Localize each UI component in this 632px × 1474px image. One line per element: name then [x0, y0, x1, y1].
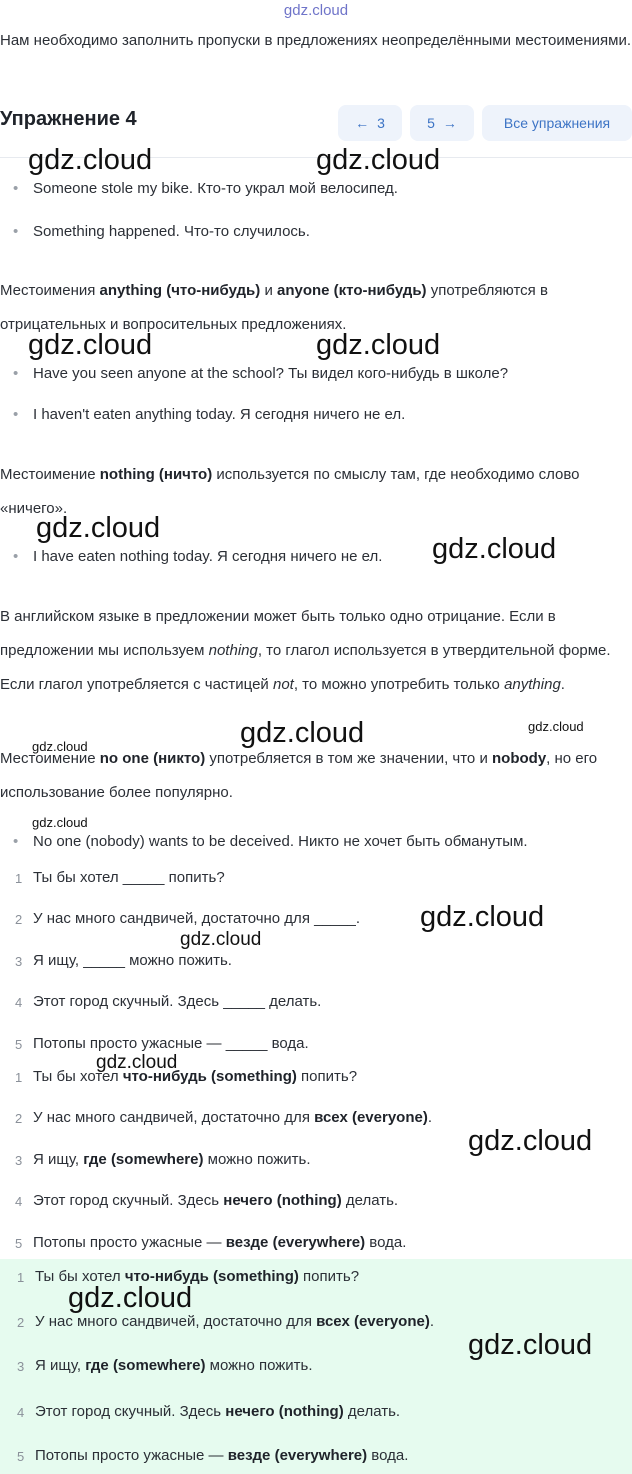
- answer-number: 3: [15, 1153, 23, 1168]
- task-item: Я ищу, _____ можно пожить.: [33, 952, 232, 969]
- arrow-right-icon: →: [442, 115, 457, 131]
- watermark: gdz.cloud: [68, 1282, 193, 1314]
- example-item: I have eaten nothing today. Я сегодня ничего не ел.: [33, 548, 383, 565]
- example-item: Something happened. Что-то случилось.: [33, 223, 310, 240]
- watermark: gdz.cloud: [96, 1052, 178, 1073]
- watermark: gdz.cloud: [316, 144, 441, 176]
- task-number: 2: [15, 912, 23, 927]
- watermark: gdz.cloud: [240, 717, 365, 749]
- watermark: gdz.cloud: [32, 739, 88, 754]
- watermark: gdz.cloud: [28, 144, 153, 176]
- example-item: Someone stole my bike. Кто-то украл мой велосипед.: [33, 180, 398, 197]
- prev-exercise-label: 3: [377, 115, 385, 131]
- rule-no-one: Местоимение no one (никто) употребляется в том же значении, что и nobody, но его использование более популярно.: [0, 750, 598, 801]
- all-exercises-label: Все упражнения: [503, 115, 611, 131]
- task-number: 3: [15, 954, 23, 969]
- answer-number: 3: [17, 1359, 25, 1374]
- answer-number: 1: [15, 1070, 23, 1085]
- bullet-icon: •: [13, 548, 19, 565]
- task-number: 1: [15, 871, 23, 886]
- watermark: gdz.cloud: [36, 512, 161, 544]
- answer-number: 5: [17, 1449, 25, 1464]
- watermark: gdz.cloud: [528, 719, 584, 734]
- watermark: gdz.cloud: [180, 929, 262, 950]
- answer-number: 4: [15, 1194, 23, 1209]
- watermark: gdz.cloud: [420, 901, 545, 933]
- answer-item-highlighted: Потопы просто ужасные — везде (everywhere) вода.: [35, 1447, 409, 1464]
- next-exercise-button[interactable]: [410, 105, 474, 141]
- bullet-icon: •: [13, 406, 19, 423]
- answer-item: Потопы просто ужасные — везде (everywhere) вода.: [33, 1234, 407, 1251]
- answer-item: У нас много сандвичей, достаточно для всех (everyone).: [33, 1109, 432, 1126]
- example-item: Have you seen anyone at the school? Ты видел кого-нибудь в школе?: [33, 365, 509, 382]
- rule-anything-anyone: Местоимения anything (что-нибудь) и anyone (кто-нибудь) употребляются в отрицательных и вопросительных предложениях.: [0, 282, 548, 333]
- rule-nothing: Местоимение nothing (ничто) используется по смыслу там, где необходимо слово «ничего».: [0, 466, 580, 517]
- answer-item: Этот город скучный. Здесь нечего (nothing) делать.: [33, 1192, 399, 1209]
- watermark: gdz.cloud: [432, 533, 557, 565]
- example-item: No one (nobody) wants to be deceived. Никто не хочет быть обманутым.: [33, 833, 528, 850]
- exercise-title: Упражнение 4: [0, 108, 137, 130]
- watermark: gdz.cloud: [468, 1329, 593, 1361]
- answer-item: Я ищу, где (somewhere) можно пожить.: [33, 1151, 311, 1168]
- task-number: 4: [15, 995, 23, 1010]
- answer-number: 2: [15, 1111, 23, 1126]
- task-item: Потопы просто ужасные — _____ вода.: [33, 1035, 309, 1052]
- answer-item-highlighted: Ты бы хотел что-нибудь (something) попить?: [35, 1268, 360, 1285]
- all-exercises-button[interactable]: [482, 105, 632, 141]
- next-exercise-label: 5: [427, 115, 435, 131]
- prev-exercise-button[interactable]: [338, 105, 402, 141]
- rule-single-negation: В английском языке в предложении может быть только одно отрицание. Если в предложении мы используем nothing, то глагол используется в утвердительной форме. Если глагол употребляется с частицей not, то можно употребить только anything.: [0, 608, 611, 693]
- bullet-icon: •: [13, 833, 19, 850]
- answer-item: Ты бы хотел что-нибудь (something) попить?: [33, 1068, 358, 1085]
- answer-number: 4: [17, 1405, 25, 1420]
- arrow-left-icon: ←: [355, 115, 370, 131]
- task-number: 5: [15, 1037, 23, 1052]
- watermark-header: gdz.cloud: [283, 2, 349, 19]
- intro-text: Нам необходимо заполнить пропуски в предложениях неопределёнными местоимениями.: [0, 32, 632, 49]
- answer-item-highlighted: У нас много сандвичей, достаточно для всех (everyone).: [35, 1313, 434, 1330]
- bullet-icon: •: [13, 223, 19, 240]
- task-item: Ты бы хотел _____ попить?: [33, 869, 225, 886]
- task-item: Этот город скучный. Здесь _____ делать.: [33, 993, 322, 1010]
- watermark: gdz.cloud: [468, 1125, 593, 1157]
- bullet-icon: •: [13, 365, 19, 382]
- answer-number: 5: [15, 1236, 23, 1251]
- watermark: gdz.cloud: [316, 329, 441, 361]
- task-item: У нас много сандвичей, достаточно для _____.: [33, 910, 360, 927]
- example-item: I haven't eaten anything today. Я сегодня ничего не ел.: [33, 406, 406, 423]
- watermark: gdz.cloud: [32, 815, 88, 830]
- bullet-icon: •: [13, 180, 19, 197]
- answer-number: 1: [17, 1270, 25, 1285]
- answer-item-highlighted: Этот город скучный. Здесь нечего (nothing) делать.: [35, 1403, 401, 1420]
- watermark: gdz.cloud: [28, 329, 153, 361]
- answer-item-highlighted: Я ищу, где (somewhere) можно пожить.: [35, 1357, 313, 1374]
- answer-number: 2: [17, 1315, 25, 1330]
